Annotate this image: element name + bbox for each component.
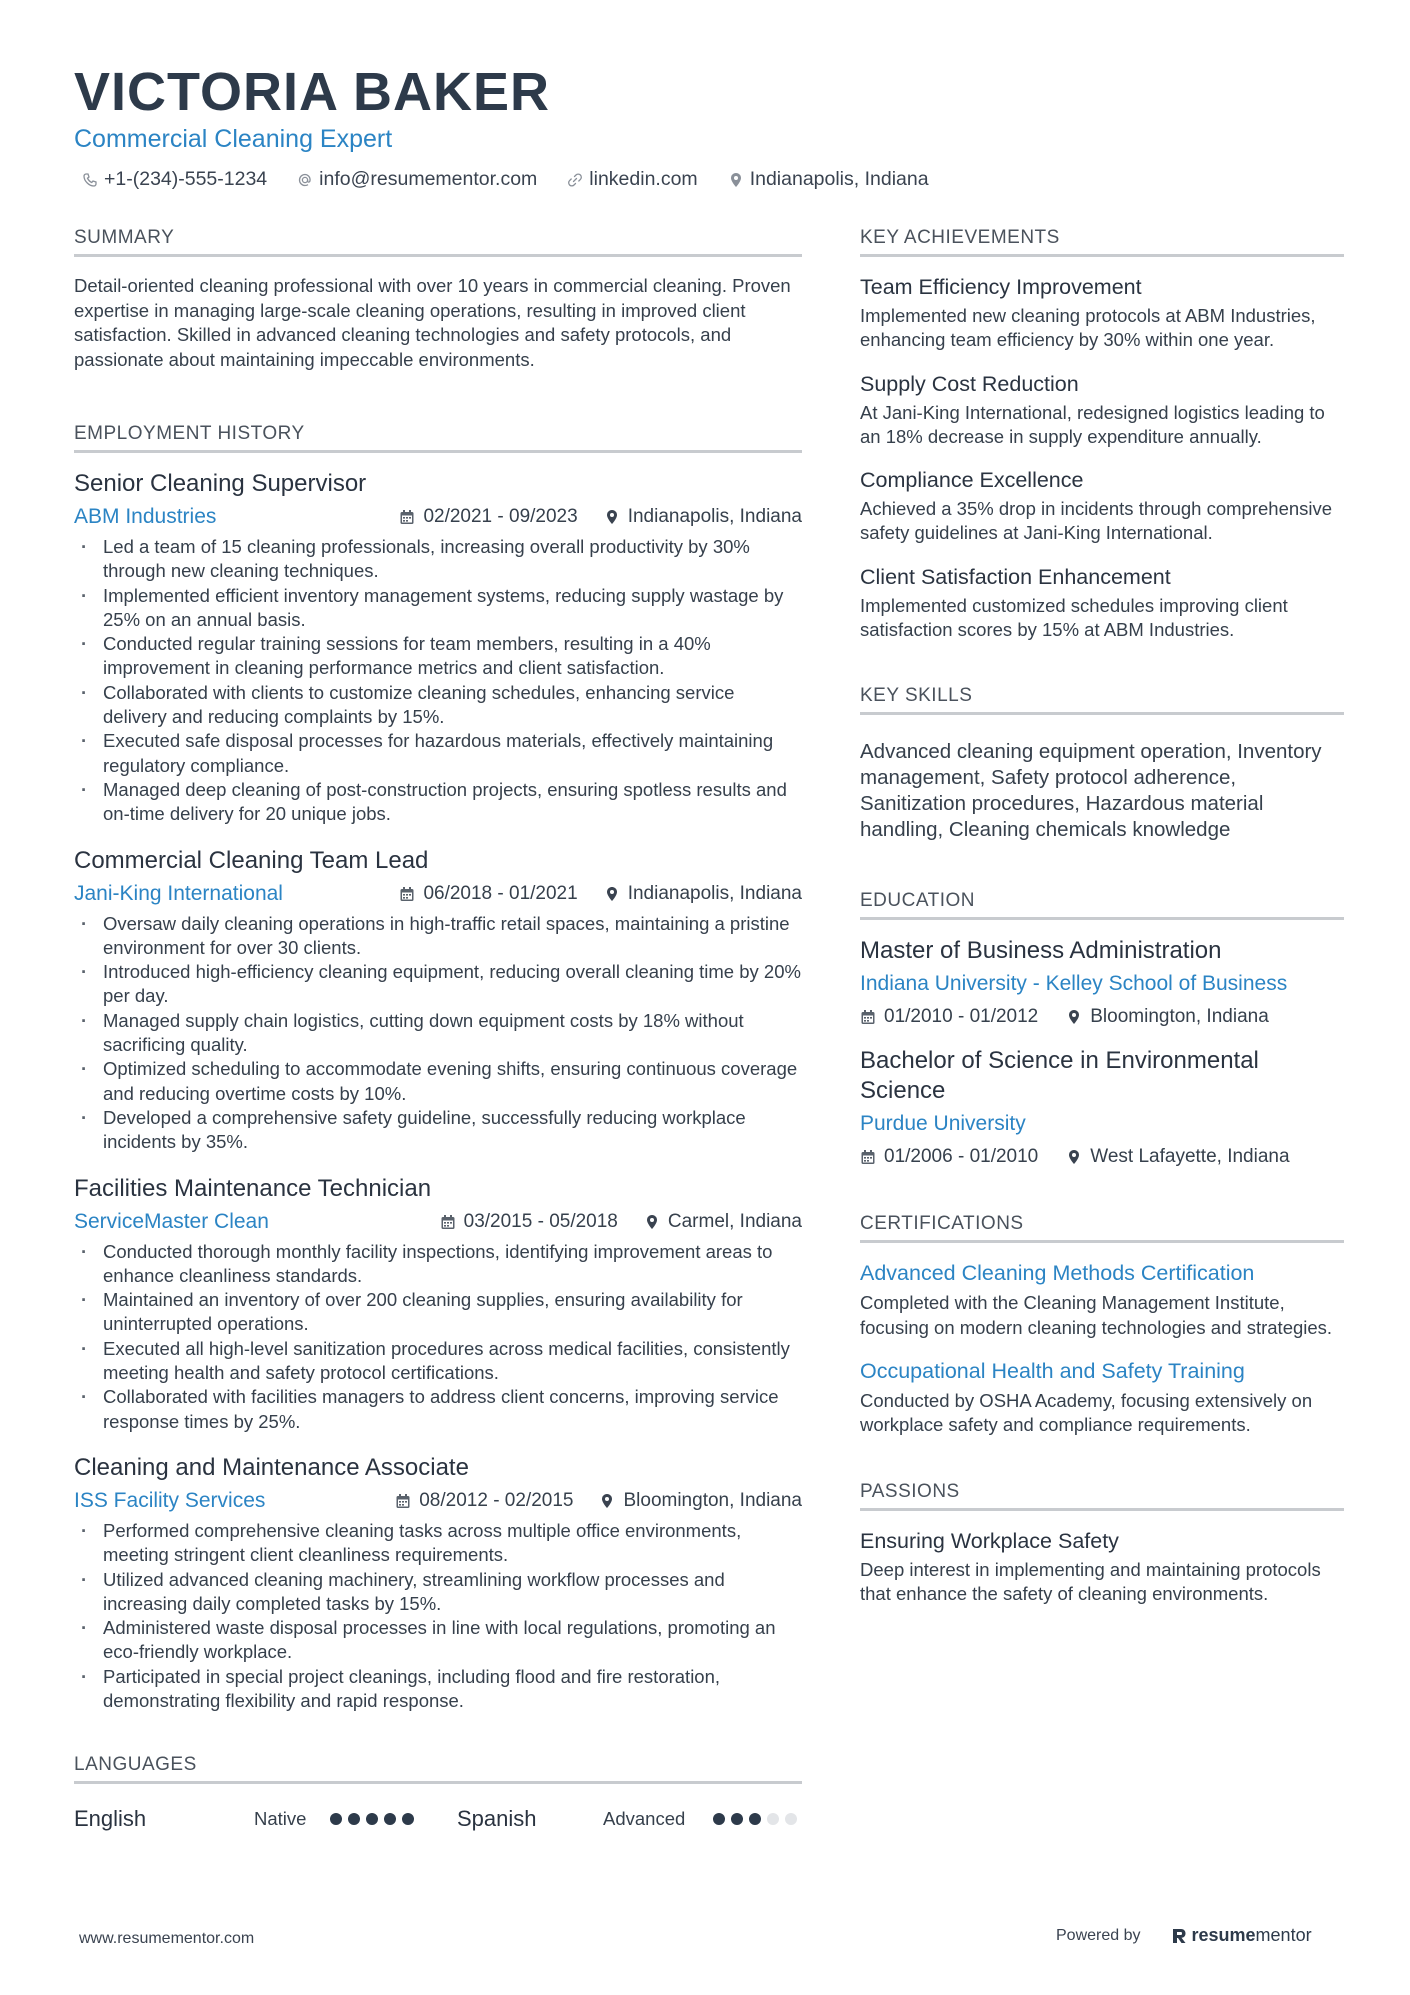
job-location-text: Bloomington, Indiana <box>623 1489 802 1511</box>
languages-heading: LANGUAGES <box>74 1753 802 1784</box>
job-bullet: · Developed a comprehensive safety guideline, successfully reducing workplace incidents by 35%. <box>74 1106 802 1155</box>
certification-title: Advanced Cleaning Methods Certification <box>860 1261 1255 1286</box>
job-entry <box>74 1174 802 1434</box>
language-rating <box>330 1813 457 1825</box>
job-bullets <box>74 1240 802 1434</box>
education-item <box>860 1046 1344 1170</box>
passions-heading: PASSIONS <box>860 1480 1344 1511</box>
education-heading: EDUCATION <box>860 889 1344 920</box>
education-dates-text: 01/2010 - 01/2012 <box>884 1006 1039 1028</box>
resume-header <box>74 60 1344 191</box>
passion-title: Ensuring Workplace Safety <box>860 1528 1119 1553</box>
job-meta-details <box>399 506 802 528</box>
certification-text: Conducted by OSHA Academy, focusing extensively on workplace safety and compliance requirements. <box>860 1389 1313 1436</box>
job-bullet: · Introduced high-efficiency cleaning equipment, reducing overall cleaning time by 20% per day. <box>74 960 802 1009</box>
job-location <box>604 883 802 905</box>
company-name: ABM Industries <box>74 505 217 528</box>
contact-phone <box>82 168 267 191</box>
education-item <box>860 936 1344 1030</box>
calendar-icon <box>860 1009 876 1025</box>
calendar-icon <box>399 886 415 902</box>
summary-text: Detail-oriented cleaning professional with over 10 years in commercial cleaning. Proven expertise in managing large-scale cleaning operations, resulting in improved client satisfaction. Skilled in advanced cleaning technologies and safety protocols, and passionate about maintaining impeccable environments. <box>74 275 791 370</box>
location-pin-icon <box>604 509 620 525</box>
location-pin-icon <box>599 1493 615 1509</box>
skills-text: Advanced cleaning equipment operation, Inventory management, Safety protocol adherence, Sanitization procedures, Hazardous material handling, Cleaning chemicals knowledge <box>860 740 1322 842</box>
contact-location <box>728 168 929 191</box>
rating-dot-filled <box>348 1813 360 1825</box>
calendar-icon <box>440 1214 456 1230</box>
job-dates <box>399 883 577 905</box>
job-entry <box>74 469 802 827</box>
achievement-title: Supply Cost Reduction <box>860 371 1079 396</box>
job-dates <box>399 506 577 528</box>
job-meta-details <box>440 1211 802 1233</box>
job-title: Cleaning and Maintenance Associate <box>74 1453 469 1481</box>
languages-row <box>74 1804 802 1834</box>
rating-dot-filled <box>749 1813 761 1825</box>
job-location-text: Indianapolis, Indiana <box>627 506 802 527</box>
at-icon <box>297 172 313 188</box>
rating-dot-empty <box>785 1813 797 1825</box>
job-title: Facilities Maintenance Technician <box>74 1174 432 1202</box>
education-location <box>1066 1146 1289 1168</box>
rating-dot-empty <box>767 1813 779 1825</box>
job-location <box>644 1211 802 1233</box>
certification-text: Completed with the Cleaning Management Institute, focusing on modern cleaning technologies and strategies. <box>860 1292 1333 1338</box>
achievement-item <box>860 370 1344 450</box>
job-dates <box>395 1490 573 1512</box>
location-pin-icon <box>644 1214 660 1230</box>
resumementor-logo-icon <box>1171 1927 1187 1945</box>
job-bullet: · Administered waste disposal processes in line with local regulations, promoting an eco-friendly workplace. <box>74 1616 802 1665</box>
certifications-section <box>860 1212 1344 1437</box>
company-name: Jani-King International <box>74 881 283 905</box>
contact-email[interactable] <box>297 168 537 191</box>
phone-text: +1-(234)-555-1234 <box>104 168 268 190</box>
summary-section <box>74 226 802 372</box>
employment-heading: EMPLOYMENT HISTORY <box>74 422 802 453</box>
education-degree: Master of Business Administration <box>860 937 1222 965</box>
brand-name-bold: resume <box>1191 1925 1256 1945</box>
rating-dot-filled <box>713 1813 725 1825</box>
job-bullets <box>74 912 802 1155</box>
job-title: Senior Cleaning Supervisor <box>74 470 367 497</box>
left-column <box>74 226 802 1834</box>
job-meta <box>74 1208 802 1236</box>
calendar-icon <box>399 509 415 525</box>
job-bullet: · Oversaw daily cleaning operations in high-traffic retail spaces, maintaining a pristine environment for over 30 clients. <box>74 912 802 961</box>
job-dates-text: 02/2021 - 09/2023 <box>423 506 578 527</box>
skills-heading: KEY SKILLS <box>860 684 1344 715</box>
rating-dot-filled <box>384 1813 396 1825</box>
link-icon <box>567 172 583 188</box>
education-school: Purdue University <box>860 1112 1026 1136</box>
brand-logo[interactable] <box>1171 1925 1312 1946</box>
job-meta <box>74 503 802 531</box>
calendar-icon <box>395 1493 411 1509</box>
brand-name-light: mentor <box>1255 1925 1312 1945</box>
job-location <box>604 506 802 528</box>
company-name: ISS Facility Services <box>74 1488 266 1512</box>
powered-by-text: Powered by <box>1056 1926 1141 1944</box>
rating-dot-filled <box>366 1813 378 1825</box>
passion-text: Deep interest in implementing and maintaining protocols that enhance the safety of cleaning environments. <box>860 1558 1321 1604</box>
education-meta <box>860 1004 1344 1030</box>
contact-bar <box>74 168 1344 191</box>
location-pin-icon <box>1066 1149 1082 1165</box>
job-dates-text: 08/2012 - 02/2015 <box>419 1489 574 1511</box>
skills-section <box>860 684 1344 843</box>
job-dates-text: 03/2015 - 05/2018 <box>463 1210 618 1232</box>
language-name: English <box>74 1806 147 1832</box>
rating-dot-filled <box>402 1813 414 1825</box>
certifications-heading: CERTIFICATIONS <box>860 1212 1344 1243</box>
job-bullet: · Optimized scheduling to accommodate evening shifts, ensuring continuous coverage and reducing overtime costs by 10%. <box>74 1057 802 1106</box>
education-degree: Bachelor of Science in Environmental Science <box>860 1047 1259 1105</box>
certification-item <box>860 1357 1344 1438</box>
linkedin-text[interactable]: linkedin.com <box>589 168 698 190</box>
achievement-title: Compliance Excellence <box>860 468 1084 493</box>
language-rating <box>713 1813 797 1825</box>
job-meta-details <box>395 1490 802 1512</box>
job-bullet: · Executed safe disposal processes for hazardous materials, effectively maintaining regulatory compliance. <box>74 729 802 778</box>
passions-section <box>860 1480 1344 1607</box>
job-bullet: · Conducted regular training sessions for team members, resulting in a 40% improvement in cleaning performance metrics and client satisfaction. <box>74 632 802 681</box>
education-location <box>1066 1006 1269 1028</box>
education-school: Indiana University - Kelley School of Business <box>860 972 1288 996</box>
calendar-icon <box>860 1149 876 1165</box>
job-bullet: · Collaborated with clients to customize cleaning schedules, enhancing service delivery and reducing complaints by 15%. <box>74 681 802 730</box>
job-bullet: · Conducted thorough monthly facility inspections, identifying improvement areas to enhance cleanliness standards. <box>74 1240 802 1289</box>
rating-dot-filled <box>330 1813 342 1825</box>
achievements-heading: KEY ACHIEVEMENTS <box>860 226 1344 257</box>
achievement-title: Client Satisfaction Enhancement <box>860 564 1171 589</box>
job-bullet: · Participated in special project cleanings, including flood and fire restoration, demonstrating flexibility and rapid response. <box>74 1665 802 1714</box>
location-pin-icon <box>604 886 620 902</box>
achievement-item <box>860 466 1344 546</box>
job-meta <box>74 1487 802 1515</box>
job-bullet: · Collaborated with facilities managers to address client concerns, improving service response times by 25%. <box>74 1385 802 1434</box>
education-location-text: West Lafayette, Indiana <box>1090 1146 1290 1168</box>
achievement-item <box>860 273 1344 353</box>
location-text: Indianapolis, Indiana <box>749 168 929 190</box>
job-bullet: · Implemented efficient inventory management systems, reducing supply wastage by 25% on an annual basis. <box>74 584 802 633</box>
footer-branding <box>1056 1925 1312 1946</box>
achievement-text: Implemented new cleaning protocols at ABM Industries, enhancing team efficiency by 30% within one year. <box>860 305 1316 351</box>
education-dates <box>860 1006 1038 1028</box>
job-meta-details <box>399 883 802 905</box>
employment-section <box>74 422 802 1713</box>
job-dates-text: 06/2018 - 01/2021 <box>423 882 578 904</box>
education-dates <box>860 1146 1038 1168</box>
job-bullet: · Led a team of 15 cleaning professionals, increasing overall productivity by 30% through new cleaning techniques. <box>74 535 802 584</box>
education-dates-text: 01/2006 - 01/2010 <box>884 1146 1039 1168</box>
company-name: ServiceMaster Clean <box>74 1209 269 1233</box>
achievement-text: Implemented customized schedules improving client satisfaction scores by 15% at ABM Industries. <box>860 594 1288 641</box>
job-bullet: · Managed supply chain logistics, cutting down equipment costs by 18% without sacrificing quality. <box>74 1009 802 1058</box>
certification-title: Occupational Health and Safety Training <box>860 1358 1245 1383</box>
job-bullet: · Utilized advanced cleaning machinery, streamlining workflow processes and increasing daily completed tasks by 15%. <box>74 1568 802 1617</box>
job-title: Commercial Cleaning Team Lead <box>74 846 429 874</box>
passion-item <box>860 1527 1344 1607</box>
location-pin-icon <box>1066 1009 1082 1025</box>
job-location-text: Carmel, Indiana <box>667 1210 802 1232</box>
summary-heading: SUMMARY <box>74 226 802 257</box>
job-location <box>599 1490 802 1512</box>
contact-linkedin[interactable] <box>567 168 697 191</box>
language-level: Advanced <box>603 1808 686 1830</box>
job-entry <box>74 1453 802 1713</box>
job-dates <box>440 1211 618 1233</box>
achievement-text: Achieved a 35% drop in incidents through comprehensive safety guidelines at Jani-King International. <box>860 498 1333 544</box>
job-bullet: · Performed comprehensive cleaning tasks across multiple office environments, meeting stringent client cleanliness requirements. <box>74 1519 802 1568</box>
email-text[interactable]: info@resumementor.com <box>319 168 538 190</box>
language-level: Native <box>254 1808 307 1830</box>
job-location-text: Indianapolis, Indiana <box>627 882 802 904</box>
candidate-title: Commercial Cleaning Expert <box>74 125 393 153</box>
achievements-section <box>860 226 1344 642</box>
job-bullets <box>74 535 802 827</box>
education-meta <box>860 1144 1344 1170</box>
rating-dot-filled <box>731 1813 743 1825</box>
phone-icon <box>82 172 98 188</box>
achievement-item <box>860 563 1344 643</box>
candidate-name: VICTORIA BAKER <box>74 62 551 122</box>
job-entry <box>74 846 802 1155</box>
right-column <box>860 226 1344 1606</box>
education-section <box>860 889 1344 1170</box>
job-bullets <box>74 1519 802 1713</box>
education-location-text: Bloomington, Indiana <box>1090 1006 1269 1028</box>
job-bullet: · Managed deep cleaning of post-construction projects, ensuring spotless results and on-time delivery for 20 unique jobs. <box>74 778 802 827</box>
certification-item <box>860 1259 1344 1340</box>
job-meta <box>74 880 802 908</box>
job-bullet: · Executed all high-level sanitization procedures across medical facilities, consistently meeting health and safety protocol certifications. <box>74 1337 802 1386</box>
location-pin-icon <box>728 172 744 188</box>
footer-website[interactable]: www.resumementor.com <box>79 1930 255 1947</box>
language-name: Spanish <box>457 1806 537 1832</box>
achievement-text: At Jani-King International, redesigned logistics leading to an 18% decrease in supply expenditure annually. <box>860 401 1325 447</box>
achievement-title: Team Efficiency Improvement <box>860 275 1142 299</box>
languages-section <box>74 1753 802 1834</box>
job-bullet: · Maintained an inventory of over 200 cleaning supplies, ensuring availability for uninterrupted operations. <box>74 1288 802 1337</box>
